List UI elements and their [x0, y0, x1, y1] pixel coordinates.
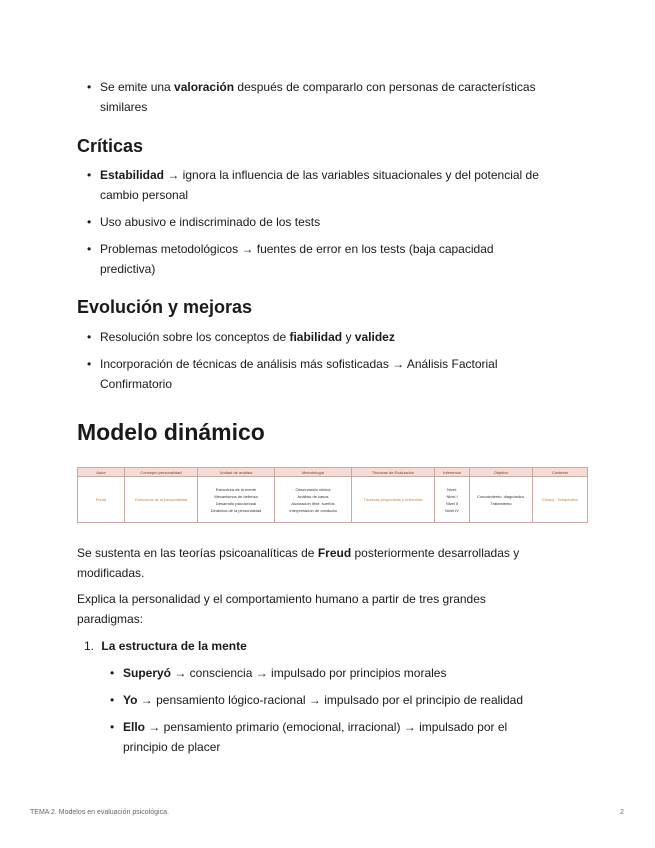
page-number: 2: [620, 809, 624, 816]
table-header-cell: Metodología: [275, 468, 352, 477]
bullet-dot: •: [87, 80, 92, 94]
table-cell: Clínico · Terapéutico: [533, 477, 588, 523]
modelo-dinamico-heading: Modelo dinámico: [77, 419, 265, 445]
modelo-paragraph-2: Explica la personalidad y el comportamiento humano a partir de tres grandes paradigmas:: [77, 592, 486, 626]
table-header-cell: Autor: [78, 468, 125, 477]
bullet-dot: •: [87, 357, 92, 371]
table-header-row: [78, 468, 588, 477]
table-header-cell: Técnicas de Evaluación: [352, 468, 435, 477]
table-cell: Observación clínica Análisis de casos Asociación libre, sueños Interpretación de conducta: [275, 477, 352, 523]
bullet-dot: •: [87, 330, 92, 344]
evolucion-item-2: • Incorporación de técnicas de análisis más sofisticadas → Análisis Factorial Confirmatorio: [100, 354, 580, 394]
table-cell: Freud: [78, 477, 125, 523]
criticas-item-2: • Uso abusivo e indiscriminado de los tests: [100, 212, 580, 232]
bullet-dot: •: [87, 242, 92, 256]
bullet-dot: •: [110, 666, 115, 680]
criticas-item-1: • Estabilidad → ignora la influencia de las variables situacionales y del potencial de cambio personal: [100, 165, 580, 205]
table-header-cell: Contexto: [533, 468, 588, 477]
criticas-heading: Críticas: [77, 136, 144, 156]
bullet-dot: •: [110, 720, 115, 734]
table-cell: Técnicas proyectivas y entrevista: [352, 477, 435, 523]
bullet-dot: •: [110, 693, 115, 707]
sub-item-ello: • Ello → pensamiento primario (emocional, irracional) → impulsado por el principio de placer: [123, 717, 583, 757]
evolucion-heading: Evolución y mejoras: [77, 297, 253, 317]
sub-item-superyo: • Superyó → consciencia → impulsado por principios morales: [123, 663, 583, 683]
bullet-dot: •: [87, 168, 92, 182]
footer-title: TEMA 2. Modelos en evaluación psicológica.: [30, 809, 169, 816]
table-header-cell: Inferencia: [435, 468, 470, 477]
intro-bullet: • Se emite una valoración después de compararlo con personas de características similares: [100, 77, 580, 117]
table-row: [78, 477, 588, 523]
table-header-cell: Unidad de análisis: [198, 468, 275, 477]
table-cell: Nivel: Nivel I Nivel II Nivel IV: [435, 477, 470, 523]
table-header-cell: Concepto personalidad: [125, 468, 198, 477]
table-cell: Estructura de la mente Mecanismos de defensa Desarrollo psicosexual Dinámica de la personalidad: [198, 477, 275, 523]
sub-item-yo: • Yo → pensamiento lógico-racional → impulsado por el principio de realidad: [123, 690, 583, 710]
numbered-list-item-1: 1. La estructura de la mente: [84, 639, 247, 653]
modelo-table: [77, 467, 588, 523]
criticas-item-3: • Problemas metodológicos → fuentes de error en los tests (baja capacidad predictiva): [100, 239, 580, 279]
table-header-cell: Objetivo: [470, 468, 533, 477]
table-cell: Conocimiento, diagnóstico, Tratamiento: [470, 477, 533, 523]
evolucion-item-1: • Resolución sobre los conceptos de fiabilidad y validez: [100, 327, 580, 347]
table-cell: Estructura de la personalidad: [125, 477, 198, 523]
bullet-dot: •: [87, 215, 92, 229]
modelo-paragraph-1: Se sustenta en las teorías psicoanalíticas de Freud posteriormente desarrolladas y modificadas.: [77, 546, 520, 580]
